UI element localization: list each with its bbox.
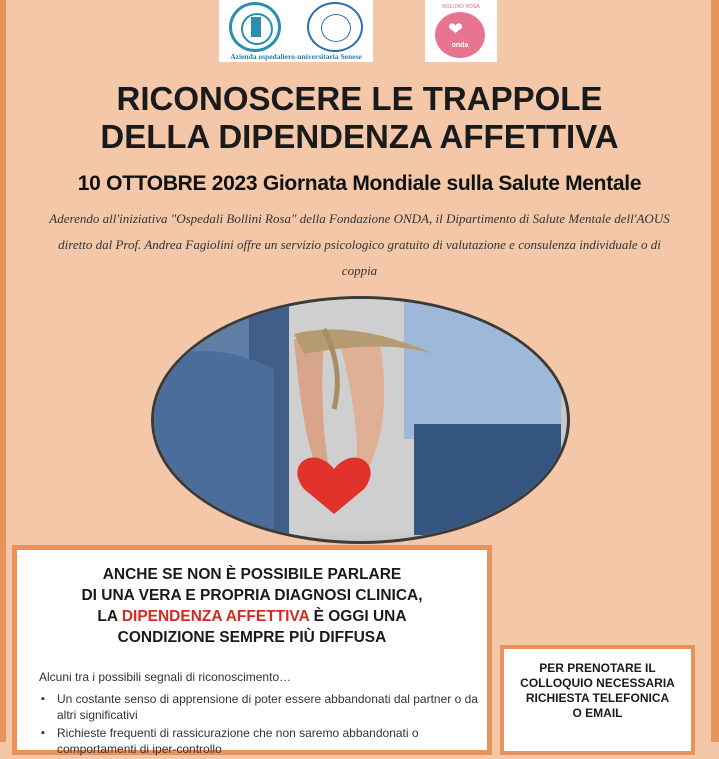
title-line-2: DELLA DIPENDENZA AFFETTIVA [100, 118, 619, 155]
booking-line-1: PER PRENOTARE IL [539, 661, 656, 675]
photo-illustration [154, 299, 561, 535]
info-box-heading [17, 564, 487, 648]
heading-line-3 [17, 606, 487, 627]
intro-text: Aderendo all'iniziativa "Ospedali Bollini Rosa" della Fondazione ONDA, il Dipartimento di Salute Mentale dell'AOUS diretto dal Prof. Andrea Fagiolini offre un servizio psicologico gratuito di valutazione e consulenza individuale o di coppia [49, 211, 670, 278]
hands-rope-photo [151, 296, 570, 544]
heading-line-4: CONDIZIONE SEMPRE PIÙ DIFFUSA [117, 629, 387, 646]
event-subtitle: 10 OTTOBRE 2023 Giornata Mondiale sulla Salute Mentale [77, 172, 642, 195]
heading-line-1: ANCHE SE NON È POSSIBILE PARLARE [102, 566, 402, 583]
booking-line-4: O EMAIL [572, 706, 623, 720]
aous-logo [219, 0, 373, 62]
heading-line-2: DI UNA VERA E PROPRIA DIAGNOSI CLINICA, [81, 587, 423, 604]
heading-line-3-pre: LA [97, 608, 118, 625]
page-title [0, 80, 719, 156]
signs-lead-text: Alcuni tra i possibili segnali di riconoscimento… [39, 670, 292, 684]
heading-highlight: DIPENDENZA AFFETTIVA [121, 608, 310, 625]
booking-line-2: COLLOQUIO NECESSARIA [520, 676, 675, 690]
onda-badge [435, 12, 485, 58]
onda-word: onda [451, 42, 469, 49]
booking-text [504, 661, 691, 721]
dependency-info-box [12, 545, 492, 755]
signs-list [39, 691, 479, 759]
heading-line-3-post: È OGGI UNA [313, 608, 407, 625]
list-item: ▪ Richieste frequenti di rassicurazione che non saremo abbandonati o comportamenti di iper-controllo [39, 725, 479, 757]
university-seal-icon [307, 2, 363, 52]
hospital-seal-icon [229, 2, 281, 52]
onda-top-text: BOLLINO ROSA [442, 4, 480, 10]
booking-info-box [500, 645, 695, 755]
title-line-1: RICONOSCERE LE TRAPPOLE [116, 80, 603, 117]
booking-line-3: RICHIESTA TELEFONICA [525, 691, 670, 705]
aous-caption: Azienda ospedaliero-universitaria Senese [230, 52, 362, 61]
onda-logo [425, 0, 497, 62]
list-item: ▪ Un costante senso di apprensione di poter essere abbandonati dal partner o da altri significativi [39, 691, 479, 723]
heart-hands-icon: ❤ [448, 19, 464, 39]
